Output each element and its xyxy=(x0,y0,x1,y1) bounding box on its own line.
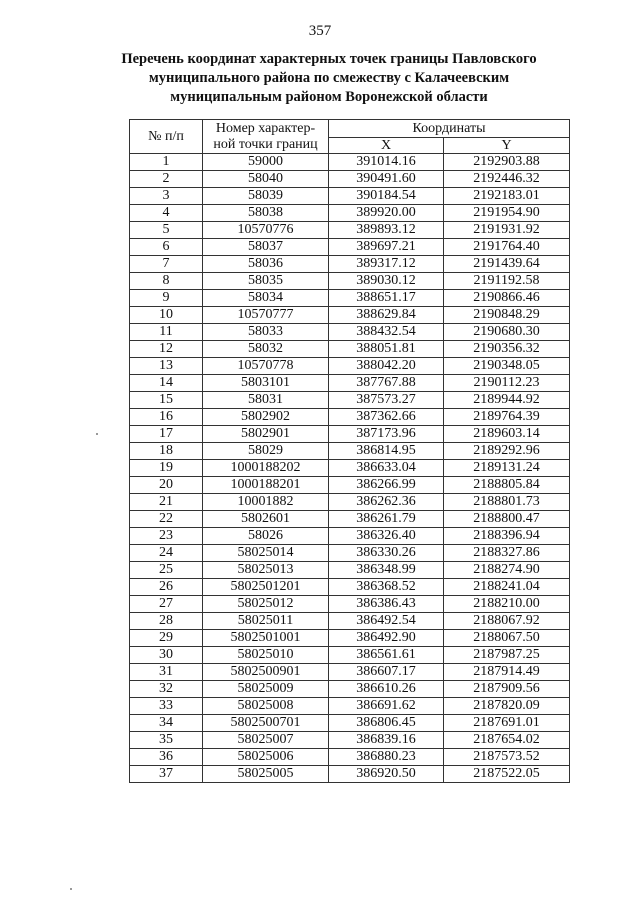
table-row xyxy=(130,358,570,375)
row-number: 7 xyxy=(130,256,203,273)
point-number: 58037 xyxy=(203,239,329,256)
coord-x: 386386.43 xyxy=(329,596,444,613)
coord-x: 389697.21 xyxy=(329,239,444,256)
table-row xyxy=(130,664,570,681)
table-row xyxy=(130,681,570,698)
point-number: 58031 xyxy=(203,392,329,409)
coord-x: 388651.17 xyxy=(329,290,444,307)
coord-x: 386880.23 xyxy=(329,749,444,766)
table-row xyxy=(130,749,570,766)
point-number: 5802500901 xyxy=(203,664,329,681)
row-number: 1 xyxy=(130,154,203,171)
coord-y: 2188067.50 xyxy=(444,630,570,647)
coord-y: 2192903.88 xyxy=(444,154,570,171)
coord-y: 2187522.05 xyxy=(444,766,570,783)
row-number: 6 xyxy=(130,239,203,256)
table-row xyxy=(130,528,570,545)
title-line-3: муниципальным районом Воронежской области xyxy=(170,89,488,105)
table-row xyxy=(130,222,570,239)
coord-x: 386266.99 xyxy=(329,477,444,494)
coord-x: 386561.61 xyxy=(329,647,444,664)
coord-x: 390184.54 xyxy=(329,188,444,205)
table-row xyxy=(130,732,570,749)
row-number: 30 xyxy=(130,647,203,664)
table-row xyxy=(130,443,570,460)
table-row xyxy=(130,273,570,290)
coord-x: 390491.60 xyxy=(329,171,444,188)
row-number: 31 xyxy=(130,664,203,681)
page-number: 357 xyxy=(308,23,332,39)
point-number: 5802901 xyxy=(203,426,329,443)
coord-x: 389317.12 xyxy=(329,256,444,273)
coord-y: 2189131.24 xyxy=(444,460,570,477)
row-number: 36 xyxy=(130,749,203,766)
coord-x: 386261.79 xyxy=(329,511,444,528)
table-row xyxy=(130,545,570,562)
table-row xyxy=(130,324,570,341)
coordinates-table xyxy=(129,119,570,783)
coord-y: 2191954.90 xyxy=(444,205,570,222)
row-number: 21 xyxy=(130,494,203,511)
point-number: 5803101 xyxy=(203,375,329,392)
row-number: 12 xyxy=(130,341,203,358)
header-point-line-1: Номер характер- xyxy=(215,120,316,136)
coord-y: 2188067.92 xyxy=(444,613,570,630)
point-number: 58039 xyxy=(203,188,329,205)
coord-y: 2191764.40 xyxy=(444,239,570,256)
coord-x: 386348.99 xyxy=(329,562,444,579)
row-number: 13 xyxy=(130,358,203,375)
point-number: 10001882 xyxy=(203,494,329,511)
table-row xyxy=(130,290,570,307)
row-number: 5 xyxy=(130,222,203,239)
coord-x: 388042.20 xyxy=(329,358,444,375)
row-number: 11 xyxy=(130,324,203,341)
table-row xyxy=(130,766,570,783)
point-number: 10570776 xyxy=(203,222,329,239)
table-row xyxy=(130,511,570,528)
point-number: 58025012 xyxy=(203,596,329,613)
row-number: 14 xyxy=(130,375,203,392)
coord-x: 389030.12 xyxy=(329,273,444,290)
point-number: 58025005 xyxy=(203,766,329,783)
point-number: 1000188202 xyxy=(203,460,329,477)
row-number: 16 xyxy=(130,409,203,426)
coord-x: 388432.54 xyxy=(329,324,444,341)
coord-y: 2187914.49 xyxy=(444,664,570,681)
point-number: 5802501201 xyxy=(203,579,329,596)
coord-x: 389893.12 xyxy=(329,222,444,239)
row-number: 10 xyxy=(130,307,203,324)
coord-x: 386633.04 xyxy=(329,460,444,477)
coord-y: 2187573.52 xyxy=(444,749,570,766)
coord-y: 2187987.25 xyxy=(444,647,570,664)
coord-y: 2192183.01 xyxy=(444,188,570,205)
table-row xyxy=(130,477,570,494)
coord-y: 2188805.84 xyxy=(444,477,570,494)
row-number: 25 xyxy=(130,562,203,579)
table-row xyxy=(130,596,570,613)
table-row xyxy=(130,647,570,664)
point-number: 58029 xyxy=(203,443,329,460)
table-row xyxy=(130,494,570,511)
coord-y: 2188241.04 xyxy=(444,579,570,596)
point-number: 58025013 xyxy=(203,562,329,579)
row-number: 15 xyxy=(130,392,203,409)
point-number: 5802500701 xyxy=(203,715,329,732)
row-number: 34 xyxy=(130,715,203,732)
document-title xyxy=(100,50,558,107)
point-number: 58025006 xyxy=(203,749,329,766)
table-row xyxy=(130,613,570,630)
coord-y: 2188801.73 xyxy=(444,494,570,511)
point-number: 59000 xyxy=(203,154,329,171)
point-number: 58036 xyxy=(203,256,329,273)
coord-y: 2190348.05 xyxy=(444,358,570,375)
coord-y: 2188274.90 xyxy=(444,562,570,579)
row-number: 22 xyxy=(130,511,203,528)
row-number: 19 xyxy=(130,460,203,477)
table-row xyxy=(130,426,570,443)
point-number: 10570777 xyxy=(203,307,329,324)
coord-x: 386326.40 xyxy=(329,528,444,545)
point-number: 58033 xyxy=(203,324,329,341)
table-row xyxy=(130,341,570,358)
point-number: 58035 xyxy=(203,273,329,290)
table-row xyxy=(130,256,570,273)
row-number: 26 xyxy=(130,579,203,596)
title-line-1: Перечень координат характерных точек границы Павловского xyxy=(121,51,537,67)
coord-y: 2188396.94 xyxy=(444,528,570,545)
coord-x: 386492.90 xyxy=(329,630,444,647)
row-number: 37 xyxy=(130,766,203,783)
table-row xyxy=(130,307,570,324)
coord-x: 386610.26 xyxy=(329,681,444,698)
point-number: 58025009 xyxy=(203,681,329,698)
point-number: 10570778 xyxy=(203,358,329,375)
coord-x: 386920.50 xyxy=(329,766,444,783)
point-number: 5802601 xyxy=(203,511,329,528)
table-row xyxy=(130,579,570,596)
coord-x: 387173.96 xyxy=(329,426,444,443)
coord-y: 2190680.30 xyxy=(444,324,570,341)
coord-x: 386806.45 xyxy=(329,715,444,732)
coord-x: 386262.36 xyxy=(329,494,444,511)
coord-y: 2187820.09 xyxy=(444,698,570,715)
coord-y: 2190848.29 xyxy=(444,307,570,324)
point-number: 58025011 xyxy=(203,613,329,630)
table-row xyxy=(130,392,570,409)
coord-x: 386839.16 xyxy=(329,732,444,749)
row-number: 29 xyxy=(130,630,203,647)
coord-y: 2189764.39 xyxy=(444,409,570,426)
point-number: 58034 xyxy=(203,290,329,307)
coord-x: 386607.17 xyxy=(329,664,444,681)
table-row xyxy=(130,698,570,715)
point-number: 58026 xyxy=(203,528,329,545)
coord-y: 2189944.92 xyxy=(444,392,570,409)
header-number: № п/п xyxy=(130,120,203,154)
table-row xyxy=(130,460,570,477)
point-number: 58038 xyxy=(203,205,329,222)
coord-x: 388629.84 xyxy=(329,307,444,324)
coord-x: 388051.81 xyxy=(329,341,444,358)
table-row xyxy=(130,715,570,732)
table-row xyxy=(130,375,570,392)
coord-x: 387573.27 xyxy=(329,392,444,409)
coord-x: 387767.88 xyxy=(329,375,444,392)
table-row xyxy=(130,205,570,222)
coord-y: 2187691.01 xyxy=(444,715,570,732)
table-body xyxy=(130,154,570,783)
coord-y: 2188327.86 xyxy=(444,545,570,562)
coord-y: 2188800.47 xyxy=(444,511,570,528)
coord-y: 2188210.00 xyxy=(444,596,570,613)
row-number: 17 xyxy=(130,426,203,443)
table-row xyxy=(130,154,570,171)
coord-x: 386814.95 xyxy=(329,443,444,460)
margin-dot xyxy=(96,433,98,435)
coord-y: 2190866.46 xyxy=(444,290,570,307)
point-number: 58025014 xyxy=(203,545,329,562)
coord-x: 391014.16 xyxy=(329,154,444,171)
row-number: 27 xyxy=(130,596,203,613)
title-line-2: муниципального района по смежеству с Калачеевским xyxy=(148,70,510,86)
row-number: 18 xyxy=(130,443,203,460)
row-number: 2 xyxy=(130,171,203,188)
point-number: 58025010 xyxy=(203,647,329,664)
row-number: 3 xyxy=(130,188,203,205)
coord-y: 2191439.64 xyxy=(444,256,570,273)
coord-x: 386330.26 xyxy=(329,545,444,562)
row-number: 8 xyxy=(130,273,203,290)
point-number: 5802501001 xyxy=(203,630,329,647)
table-row xyxy=(130,409,570,426)
coord-y: 2189603.14 xyxy=(444,426,570,443)
row-number: 33 xyxy=(130,698,203,715)
row-number: 4 xyxy=(130,205,203,222)
coord-y: 2189292.96 xyxy=(444,443,570,460)
coord-x: 387362.66 xyxy=(329,409,444,426)
coord-x: 389920.00 xyxy=(329,205,444,222)
coord-y: 2191931.92 xyxy=(444,222,570,239)
header-point-number xyxy=(203,120,329,154)
row-number: 35 xyxy=(130,732,203,749)
coord-y: 2192446.32 xyxy=(444,171,570,188)
margin-dot xyxy=(70,888,72,890)
table-row xyxy=(130,171,570,188)
point-number: 58032 xyxy=(203,341,329,358)
header-y: Y xyxy=(444,138,570,154)
table-row xyxy=(130,562,570,579)
coord-y: 2187909.56 xyxy=(444,681,570,698)
row-number: 32 xyxy=(130,681,203,698)
row-number: 9 xyxy=(130,290,203,307)
table-row xyxy=(130,239,570,256)
point-number: 58025007 xyxy=(203,732,329,749)
coord-y: 2187654.02 xyxy=(444,732,570,749)
coord-x: 386368.52 xyxy=(329,579,444,596)
point-number: 58040 xyxy=(203,171,329,188)
row-number: 28 xyxy=(130,613,203,630)
point-number: 1000188201 xyxy=(203,477,329,494)
table-row xyxy=(130,188,570,205)
coord-y: 2191192.58 xyxy=(444,273,570,290)
coord-y: 2190112.23 xyxy=(444,375,570,392)
header-coordinates: Координаты xyxy=(329,120,570,138)
header-x: X xyxy=(329,138,444,154)
row-number: 23 xyxy=(130,528,203,545)
table-row xyxy=(130,630,570,647)
header-point-line-2: ной точки границ xyxy=(213,136,318,152)
row-number: 24 xyxy=(130,545,203,562)
coord-y: 2190356.32 xyxy=(444,341,570,358)
coord-x: 386492.54 xyxy=(329,613,444,630)
point-number: 58025008 xyxy=(203,698,329,715)
coord-x: 386691.62 xyxy=(329,698,444,715)
row-number: 20 xyxy=(130,477,203,494)
point-number: 5802902 xyxy=(203,409,329,426)
